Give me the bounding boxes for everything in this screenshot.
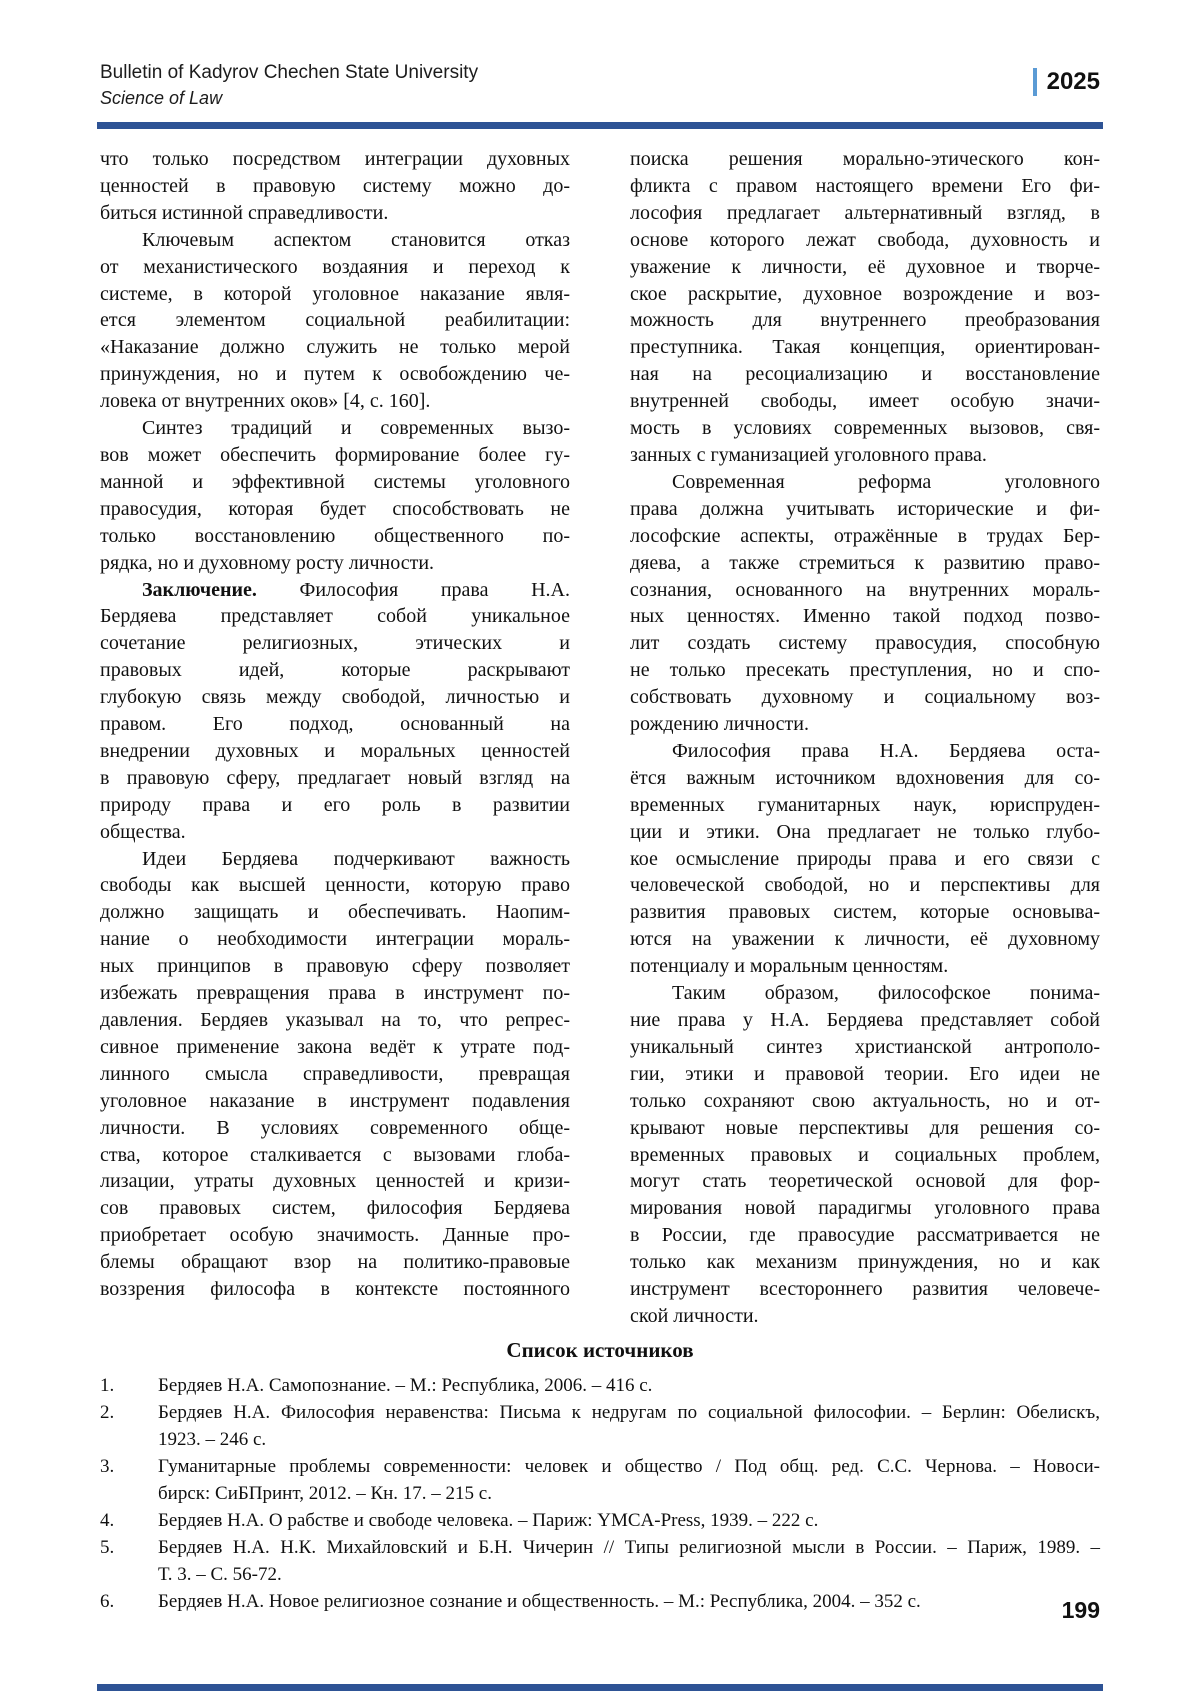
references-title: Список источников	[506, 1338, 694, 1362]
text-line: системе, в которой уголовное наказание явля-	[100, 282, 570, 305]
text-line: только восстановлению общественного по-	[100, 524, 570, 547]
text-line: нание о необходимости интеграции мораль-	[100, 928, 570, 951]
reference-text	[158, 1399, 1100, 1453]
text-line: лизации, утраты духовных ценностей и кризи-	[100, 1170, 570, 1193]
reference-line: Бердяев Н.А. Философия неравенства: Письма к недругам по социальной философии. – Берлин: Обелискъ,	[158, 1402, 1100, 1423]
reference-item	[100, 1588, 1100, 1615]
reference-line: Бердяев Н.А. О рабстве и свободе человека. – Париж: YMCA-Press, 1939. – 222 с.	[158, 1510, 819, 1531]
text-line: внедрении духовных и моральных ценностей	[100, 739, 570, 762]
right-column	[630, 146, 1100, 1330]
text-line: потенциалу и моральным ценностям.	[630, 955, 949, 978]
reference-line: Гуманитарные проблемы современности: человек и общество / Под общ. ред. С.С. Чернова. – Новоси-	[158, 1456, 1100, 1477]
text-line: манной и эффективной системы уголовного	[100, 470, 570, 493]
text-line: «Наказание должно служить не только мерой	[100, 336, 570, 359]
text-line: блемы обращают взор на политико-правовые	[100, 1251, 570, 1274]
reference-text	[158, 1372, 1100, 1399]
left-column	[100, 146, 570, 1330]
text-line: фликта с правом настоящего времени Его фи-	[630, 174, 1100, 197]
page-header	[100, 60, 1100, 110]
year-accent-bar	[1033, 68, 1037, 96]
paragraph-lead: Заключение.	[142, 578, 257, 601]
footer-rule	[97, 1684, 1103, 1691]
reference-item	[100, 1453, 1100, 1507]
text-line: Современная реформа уголовного	[672, 470, 1100, 493]
text-line: гии, этики и правовой теории. Его идеи не	[630, 1062, 1100, 1085]
text-line: ства, которое сталкивается с вызовами глоба-	[100, 1143, 570, 1166]
page-number: 199	[1061, 1597, 1100, 1623]
text-line: избежать превращения права в инструмент по-	[100, 982, 570, 1005]
text-line: внутренней свободы, имеет особую значи-	[630, 390, 1100, 413]
text-line: преступника. Такая концепция, ориентирован-	[630, 336, 1100, 359]
text-line: только сохраняют свою актуальность, но и от-	[630, 1089, 1100, 1112]
reference-number: 6.	[100, 1591, 115, 1612]
text-line: рядка, но и духовному росту личности.	[100, 551, 435, 574]
text-line: Бердяева представляет собой уникальное	[100, 605, 570, 628]
text-line: ние права у Н.А. Бердяева представляет собой	[630, 1009, 1100, 1031]
header-rule	[97, 122, 1103, 129]
text-line: линного смысла справедливости, превращая	[100, 1062, 570, 1085]
reference-number: 1.	[100, 1375, 115, 1396]
text-line: не только пресекать преступления, но и спо-	[630, 659, 1100, 682]
text-line: уголовное наказание в инструмент подавления	[100, 1089, 570, 1112]
text-line: личности. В условиях современного обще-	[100, 1116, 570, 1139]
text-line: права должна учитывать исторические и фи-	[630, 497, 1100, 520]
reference-line: Бердяев Н.А. Новое религиозное сознание и общественность. – М.: Республика, 2004. – 352 с.	[158, 1591, 921, 1612]
text-line: только как механизм принуждения, но и как	[630, 1251, 1100, 1274]
reference-line: 1923. – 246 с.	[158, 1429, 267, 1450]
text-line: Синтез традиций и современных вызо-	[142, 417, 570, 440]
text-line: ловека от внутренних оков» [4, с. 160].	[100, 390, 431, 413]
text-line: Идеи Бердяева подчеркивают важность	[142, 847, 570, 870]
text-line: ная на ресоциализацию и восстановление	[630, 363, 1100, 386]
text-line: в России, где правосудие рассматривается не	[630, 1224, 1100, 1247]
journal-subtitle: Science of Law	[100, 88, 223, 108]
text-line: сочетание религиозных, этических и	[100, 632, 570, 655]
text-line: Ключевым аспектом становится отказ	[142, 228, 570, 251]
text-line: сознания, основанного на внутренних мораль-	[630, 578, 1100, 601]
text-line: биться истинной справедливости.	[100, 201, 389, 224]
text-line: в правовую сферу, предлагает новый взгляд на	[100, 766, 570, 789]
reference-item	[100, 1507, 1100, 1534]
text-line: давления. Бердяев указывал на то, что репрес-	[100, 1009, 570, 1031]
text-line: можность для внутреннего преобразования	[630, 309, 1100, 332]
article-body	[100, 146, 1100, 1330]
text-line: мость в условиях современных вызовов, свя-	[630, 417, 1100, 440]
text-line: приобретает особую значимость. Данные про-	[100, 1224, 570, 1247]
text-line: правовых идей, которые раскрывают	[100, 659, 570, 682]
text-line: основе которого лежат свобода, духовность и	[630, 228, 1100, 251]
text-line: от механистического воздаяния и переход к	[100, 255, 570, 278]
reference-number: 3.	[100, 1456, 115, 1477]
text-line: кое осмысление природы права и его связи с	[630, 847, 1100, 870]
text-line: дяева, а также стремиться к развитию право-	[630, 551, 1100, 574]
reference-item	[100, 1372, 1100, 1399]
reference-line: Бердяев Н.А. Н.К. Михайловский и Б.Н. Чичерин // Типы религиозной мысли в России. – Париж, 1989. –	[158, 1537, 1100, 1558]
text-line: воззрения философа в контексте постоянного	[100, 1278, 570, 1301]
references-section	[100, 1336, 1100, 1615]
text-line: ции и этики. Она предлагает не только глубо-	[630, 820, 1100, 843]
text-line: ской личности.	[630, 1304, 759, 1327]
reference-number: 5.	[100, 1537, 115, 1558]
text-line: занных с гуманизацией уголовного права.	[630, 443, 987, 466]
year-label: 2025	[1046, 68, 1100, 95]
text-line: ётся важным источником вдохновения для со-	[630, 766, 1100, 789]
text-line: крывают новые перспективы для решения со-	[630, 1116, 1100, 1139]
text-line: мирования новой парадигмы уголовного права	[630, 1197, 1100, 1220]
text-line: временных правовых и социальных проблем,	[630, 1143, 1100, 1166]
text-line: Таким образом, философское понима-	[672, 982, 1100, 1005]
text-line: правосудия, которая будет способствовать не	[100, 497, 570, 520]
text-line: что только посредством интеграции духовных	[100, 148, 570, 170]
reference-text	[158, 1453, 1100, 1507]
text-line: развития правовых систем, которые основыва-	[630, 901, 1100, 924]
text-line: природу права и его роль в развитии	[100, 793, 570, 816]
text-line: ется элементом социальной реабилитации:	[100, 309, 570, 332]
reference-line: бирск: СиБПринт, 2012. – Кн. 17. – 215 с.	[158, 1483, 492, 1504]
text-line: собствовать духовному и социальному воз-	[630, 686, 1100, 709]
text-line: сов правовых систем, философия Бердяева	[100, 1197, 570, 1220]
text-line: ское раскрытие, духовное возрождение и воз-	[630, 282, 1100, 305]
text-line: ных ценностях. Именно такой подход позво-	[630, 605, 1100, 628]
text-line: правом. Его подход, основанный на	[100, 713, 570, 736]
text-line: лософия предлагает альтернативный взгляд, в	[630, 201, 1100, 224]
reference-text	[158, 1507, 1100, 1534]
text-line: ных принципов в правовую сферу позволяет	[100, 955, 570, 978]
references-list	[100, 1372, 1100, 1615]
text-line: Философия права Н.А. Бердяева оста-	[672, 739, 1100, 762]
text-line: вов может обеспечить формирование более гу-	[100, 443, 570, 466]
text-line: уважение к личности, её духовное и творче-	[630, 255, 1100, 278]
text-line: инструмент всестороннего развития человече-	[630, 1278, 1100, 1301]
reference-item	[100, 1534, 1100, 1588]
text-line: должно защищать и обеспечивать. Наопим-	[100, 901, 570, 924]
text-line: поиска решения морально-этического кон-	[630, 148, 1100, 170]
text-line: глубокую связь между свободой, личностью и	[100, 686, 570, 709]
text-line: могут стать теоретической основой для фор-	[630, 1170, 1100, 1193]
text-line: свободы как высшей ценности, которую право	[100, 874, 570, 897]
text-line: лософские аспекты, отражённые в трудах Бер-	[630, 524, 1100, 547]
text-line: уникальный синтез христианской антрополо-	[630, 1035, 1100, 1058]
text-line: временных гуманитарных наук, юриспруден-	[630, 793, 1100, 816]
year-block	[1033, 68, 1100, 96]
text-line: лит создать систему правосудия, способную	[630, 632, 1100, 655]
text-line: Заключение. Философия права Н.А.	[142, 578, 570, 601]
reference-number: 4.	[100, 1510, 115, 1531]
reference-text	[158, 1588, 1100, 1615]
reference-text	[158, 1534, 1100, 1588]
reference-line: Бердяев Н.А. Самопознание. – М.: Республика, 2006. – 416 с.	[158, 1375, 653, 1396]
text-line: ются на уважении к личности, её духовному	[630, 928, 1100, 951]
text-line: человеческой свободой, но и перспективы для	[630, 874, 1100, 897]
text-line: общества.	[100, 820, 186, 843]
text-line: принуждения, но и путем к освобождению че-	[100, 363, 570, 386]
text-line: ценностей в правовую систему можно до-	[100, 174, 570, 197]
reference-line: Т. 3. – С. 56-72.	[158, 1564, 282, 1585]
text-line: рождению личности.	[630, 713, 809, 736]
reference-number: 2.	[100, 1402, 115, 1423]
reference-item	[100, 1399, 1100, 1453]
journal-title: Bulletin of Kadyrov Chechen State University	[100, 62, 479, 83]
text-line: сивное применение закона ведёт к утрате под-	[100, 1035, 570, 1058]
